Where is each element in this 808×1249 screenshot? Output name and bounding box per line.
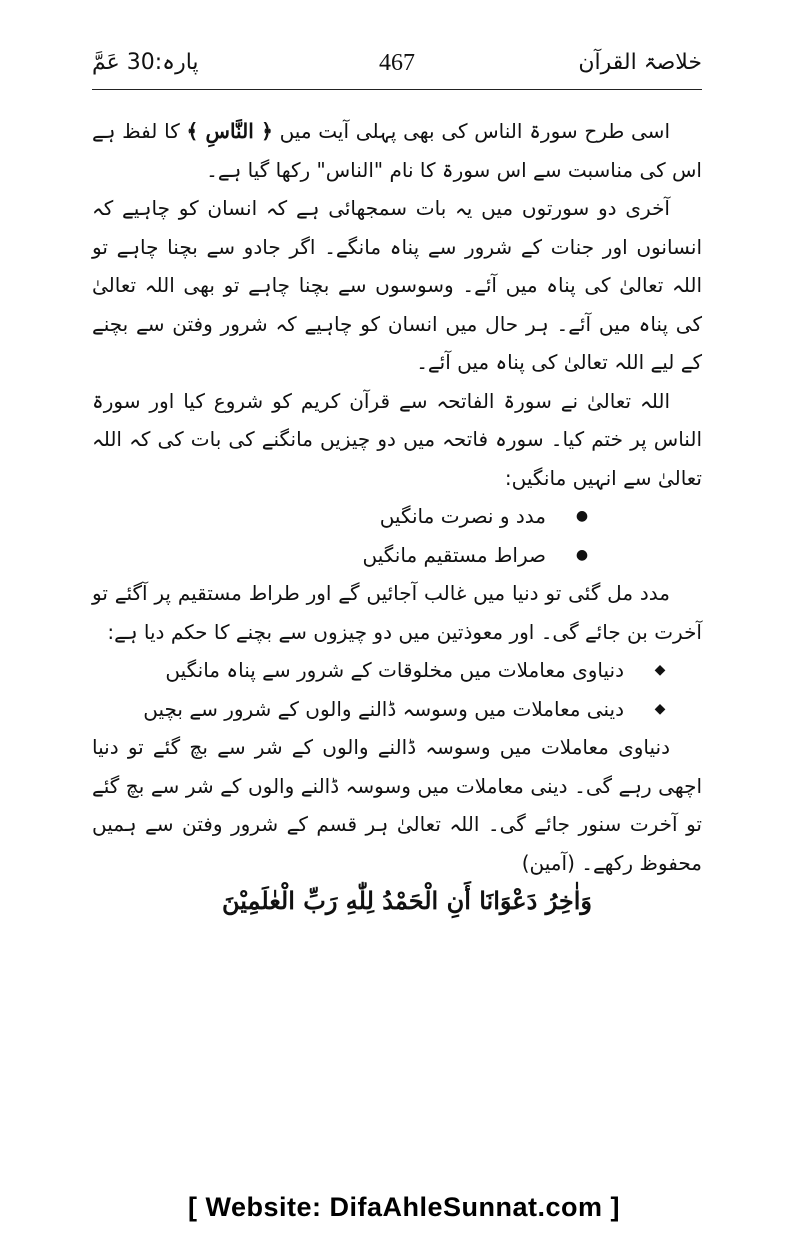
page-header bbox=[92, 44, 702, 88]
bullet-icon bbox=[574, 497, 590, 536]
header-divider bbox=[92, 89, 702, 90]
bullet-icon bbox=[574, 536, 590, 575]
list-item bbox=[92, 651, 702, 690]
paragraph-help-and-path: مدد مل گئی تو دنیا میں غالب آجائیں گے اور طراط مستقیم پر آگئے تو آخرت بن جائے گی۔ اور معوذتین میں دو چیزوں سے بچنے کا حکم دیا ہے: bbox=[92, 581, 702, 644]
para-label: پارہ:30 عَمَّ bbox=[92, 50, 199, 75]
website-footer: [ Website: DifaAhleSunnat.com ] bbox=[187, 1192, 621, 1222]
page-number: 467 bbox=[379, 50, 415, 76]
book-title: خلاصۃ القرآن bbox=[578, 50, 702, 75]
diamond-bullet-icon bbox=[652, 690, 668, 729]
list-item-text: دنیاوی معاملات میں مخلوقات کے شرور سے پناہ مانگیں bbox=[165, 658, 624, 682]
list-item-text: دینی معاملات میں وسوسہ ڈالنے والوں کے شرور سے بچیں bbox=[143, 696, 624, 721]
paragraph-text: کا لفظ ہے اس کی مناسبت سے اس سورۃ کا نام "الناس" رکھا گیا ہے۔ bbox=[92, 119, 702, 182]
paragraph-conclusion: دنیاوی معاملات میں وسوسہ ڈالنے والوں کے شر سے بچ گئے تو دنیا اچھی رہے گی۔ دینی معاملات میں وسوسہ ڈالنے والوں کے شر سے بچ گئے تو آخرت سنور جائے گی۔ اللہ تعالیٰ ہر قسم کے شرور وفتن سے ہمیں محفوظ رکھے۔ (آمین) bbox=[92, 735, 702, 875]
list-item bbox=[92, 497, 702, 536]
paragraph-last-two-surahs: آخری دو سورتوں میں یہ بات سمجھائی ہے کہ انسان کو چاہیے کہ انسانوں اور جنات کے شرور سے پناہ مانگے۔ اگر جادو سے بچنا چاہے تو اللہ تعالیٰ کی پناہ میں آئے۔ وسوسوں سے بچنا چاہے تو بھی اللہ تعالیٰ کی پناہ میں آئے۔ ہر حال میں انسان کو چاہیے کہ شرور وفتن سے بچنے کے لیے اللہ تعالیٰ کی پناہ میں آئے۔ bbox=[92, 196, 702, 374]
paragraph-fatiha-naas: اللہ تعالیٰ نے سورۃ الفاتحہ سے قرآن کریم کو شروع کیا اور سورۃ الناس پر ختم کیا۔ سورہ فاتحہ میں دو چیزیں مانگنے کی بات کی کہ اللہ تعالیٰ سے انہیں مانگیں: bbox=[92, 388, 702, 490]
muawwidhatain-list bbox=[92, 651, 702, 728]
list-item bbox=[92, 690, 702, 729]
list-item-text: صراط مستقیم مانگیں bbox=[362, 542, 546, 567]
list-item bbox=[92, 536, 702, 575]
paragraph-surah-naas-name bbox=[92, 112, 702, 189]
diamond-bullet-icon bbox=[652, 651, 668, 690]
ayah-quote: ﴿ النَّاسِ ﴾ bbox=[186, 119, 273, 143]
list-item-text: مدد و نصرت مانگیں bbox=[379, 504, 546, 528]
page-body bbox=[92, 112, 702, 945]
fatiha-list bbox=[92, 497, 702, 574]
paragraph-text: اسی طرح سورۃ الناس کی بھی پہلی آیت میں bbox=[272, 119, 670, 143]
closing-dua: وَاٰخِرُ دَعْوَانَا أَنِ الْحَمْدُ لِلّٰهِ رَبِّ الْعٰلَمِيْنَ bbox=[222, 886, 592, 915]
